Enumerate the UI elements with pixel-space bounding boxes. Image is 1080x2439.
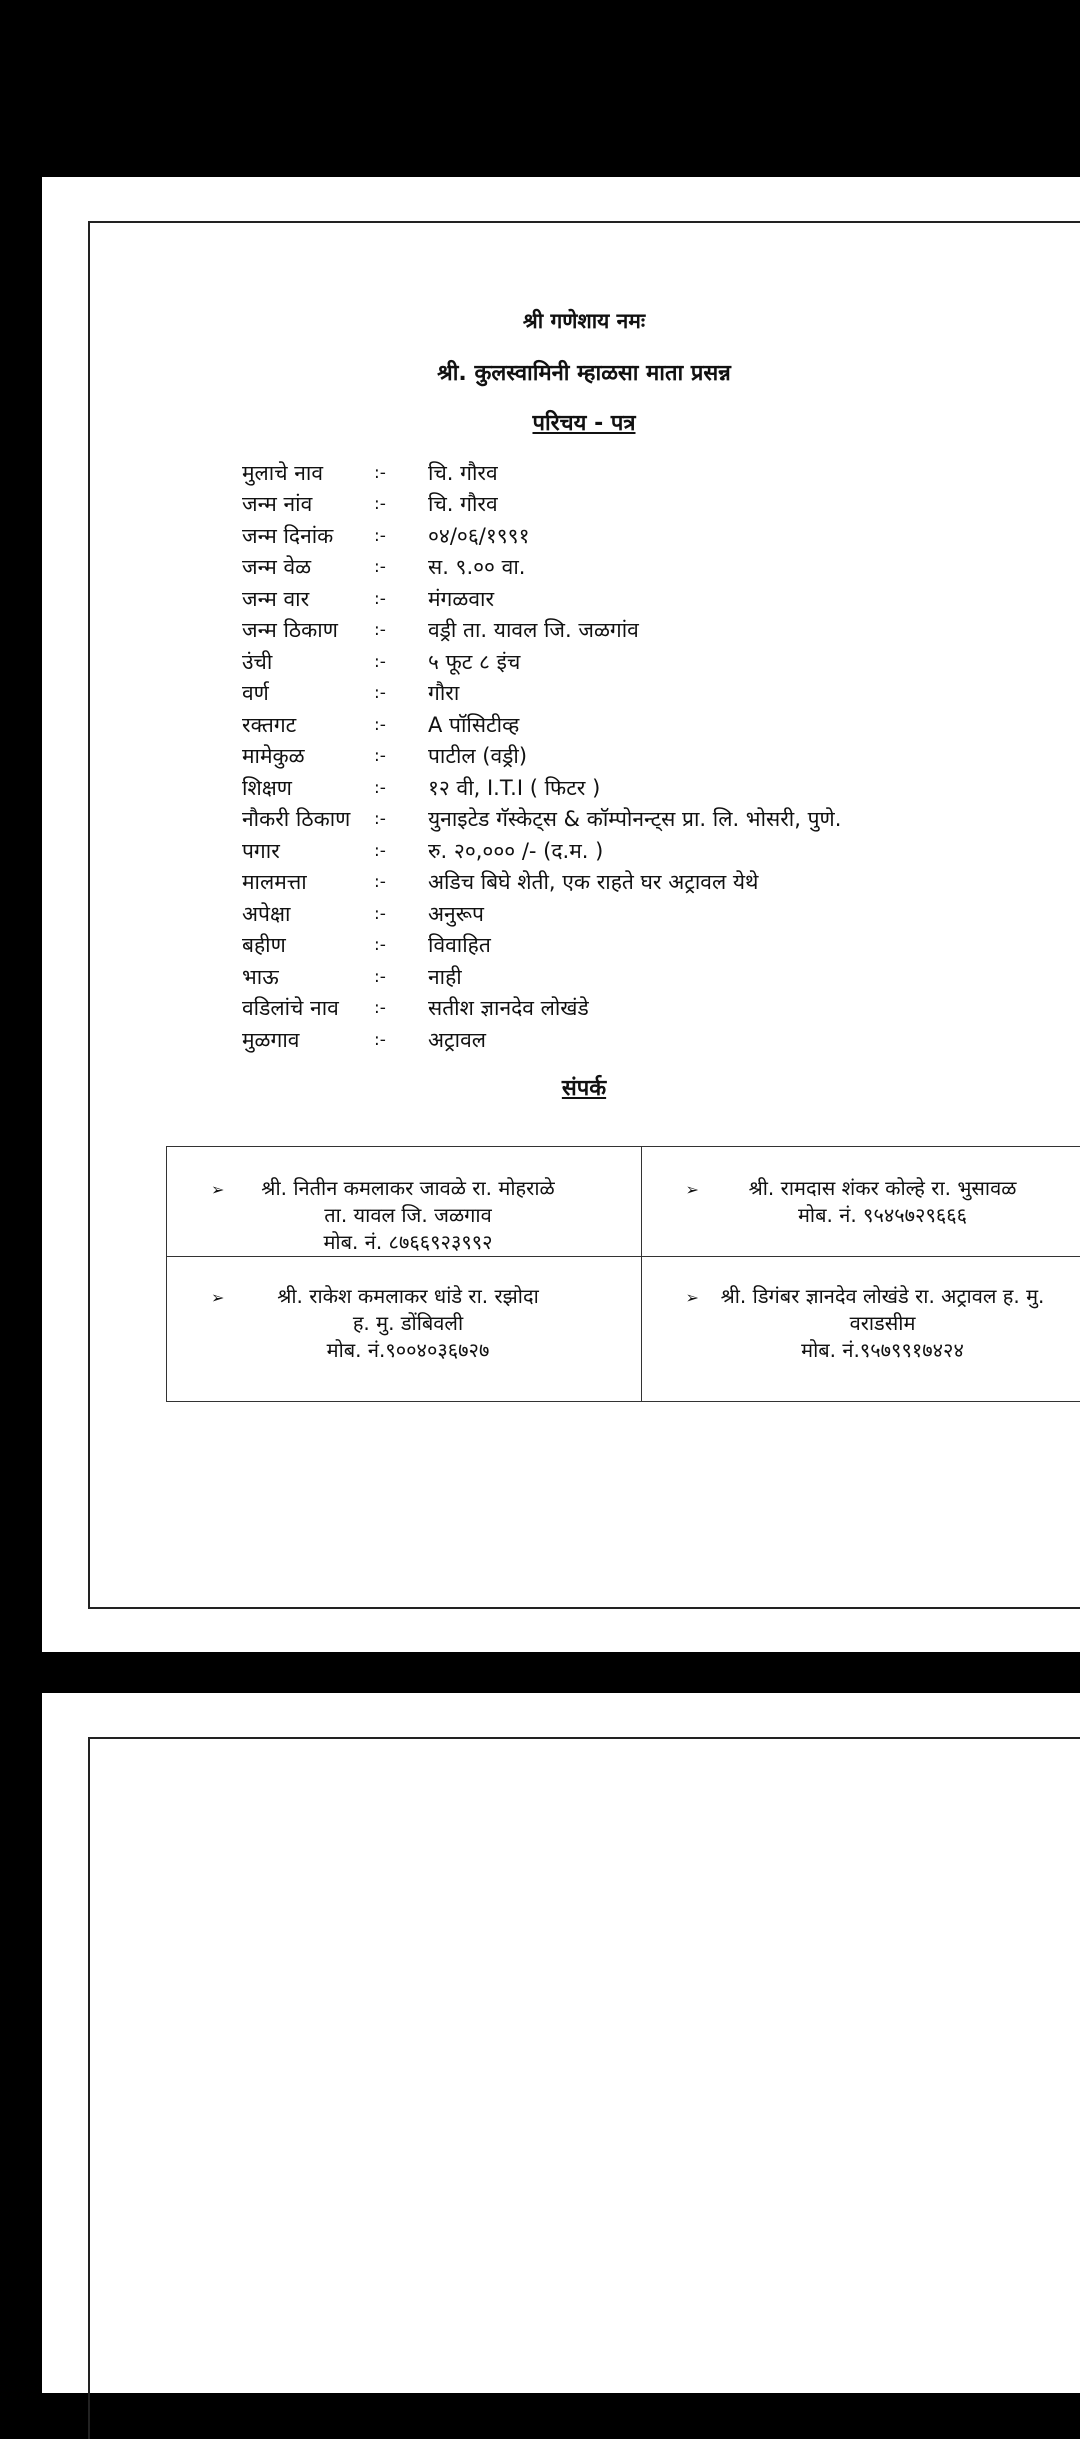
details-list xyxy=(242,457,1042,1056)
detail-value: रु. २०,००० /- (द.म. ) xyxy=(428,837,603,865)
detail-separator: :- xyxy=(374,463,428,483)
contact-phone: मोब. नं.९००४०३६७२७ xyxy=(243,1337,573,1364)
detail-separator: :- xyxy=(374,526,428,546)
contact-name: श्री. डिगंबर ज्ञानदेव लोखंडे रा. अट्रावल ह. मु. xyxy=(718,1283,1048,1310)
detail-label: रक्तगट xyxy=(242,711,374,739)
detail-separator: :- xyxy=(374,809,428,829)
detail-row xyxy=(242,709,1042,741)
document-title: परिचय - पत्र xyxy=(88,407,1080,437)
detail-row xyxy=(242,583,1042,615)
detail-row xyxy=(242,993,1042,1025)
detail-row xyxy=(242,552,1042,584)
detail-label: अपेक्षा xyxy=(242,900,374,928)
detail-value: चि. गौरव xyxy=(428,459,498,487)
detail-separator: :- xyxy=(374,494,428,514)
detail-value: अडिच बिघे शेती, एक राहते घर अट्रावल येथे xyxy=(428,868,758,896)
detail-label: जन्म वार xyxy=(242,585,374,613)
detail-label: वडिलांचे नाव xyxy=(242,994,374,1022)
detail-label: मुळगाव xyxy=(242,1026,374,1054)
document-page-1 xyxy=(42,177,1080,1652)
detail-value: अनुरूप xyxy=(428,900,484,928)
contact-heading: संपर्क xyxy=(88,1072,1080,1102)
detail-label: जन्म वेळ xyxy=(242,553,374,581)
arrow-bullet-icon: ➢ xyxy=(686,1175,718,1229)
table-row xyxy=(167,1147,1080,1257)
detail-separator: :- xyxy=(374,589,428,609)
detail-value: चि. गौरव xyxy=(428,490,498,518)
detail-separator: :- xyxy=(374,652,428,672)
invocation-heading: श्री गणेशाय नमः xyxy=(88,307,1080,335)
detail-label: मालमत्ता xyxy=(242,868,374,896)
detail-separator: :- xyxy=(374,683,428,703)
contact-cell xyxy=(167,1257,642,1402)
detail-row xyxy=(242,678,1042,710)
document-page-2 xyxy=(42,1693,1080,2393)
detail-separator: :- xyxy=(374,778,428,798)
detail-label: जन्म ठिकाण xyxy=(242,616,374,644)
detail-value: नाही xyxy=(428,963,462,991)
detail-row xyxy=(242,1024,1042,1056)
detail-separator: :- xyxy=(374,841,428,861)
detail-label: उंची xyxy=(242,648,374,676)
detail-separator: :- xyxy=(374,998,428,1018)
detail-row xyxy=(242,835,1042,867)
contact-phone: मोब. नं. ८७६६९२३९९२ xyxy=(243,1229,573,1256)
detail-separator: :- xyxy=(374,557,428,577)
detail-row xyxy=(242,457,1042,489)
detail-label: नौकरी ठिकाण xyxy=(242,805,374,833)
contact-cell xyxy=(167,1147,642,1257)
contact-name: श्री. राकेश कमलाकर धांडे रा. रझोदा xyxy=(243,1283,573,1310)
arrow-bullet-icon: ➢ xyxy=(211,1283,243,1364)
detail-value: विवाहित xyxy=(428,931,491,959)
detail-value: पाटील (वड्री) xyxy=(428,742,527,770)
detail-label: मामेकुळ xyxy=(242,742,374,770)
detail-separator: :- xyxy=(374,904,428,924)
detail-row xyxy=(242,646,1042,678)
detail-label: मुलाचे नाव xyxy=(242,459,374,487)
contact-cell xyxy=(641,1147,1080,1257)
detail-value: A पॉसिटीव्ह xyxy=(428,711,519,739)
table-row xyxy=(167,1257,1080,1402)
detail-separator: :- xyxy=(374,1030,428,1050)
arrow-bullet-icon: ➢ xyxy=(686,1283,718,1364)
detail-value: सतीश ज्ञानदेव लोखंडे xyxy=(428,994,589,1022)
detail-label: पगार xyxy=(242,837,374,865)
detail-label: शिक्षण xyxy=(242,774,374,802)
blessing-heading: श्री. कुलस्वामिनी म्हाळसा माता प्रसन्न xyxy=(88,357,1080,387)
detail-value: ०४/०६/१९९१ xyxy=(428,522,530,550)
contact-address: ता. यावल जि. जळगाव xyxy=(243,1202,573,1229)
contact-cell xyxy=(641,1257,1080,1402)
detail-separator: :- xyxy=(374,967,428,987)
detail-value: वड्री ता. यावल जि. जळगांव xyxy=(428,616,639,644)
detail-value: अट्रावल xyxy=(428,1026,486,1054)
detail-separator: :- xyxy=(374,746,428,766)
detail-label: वर्ण xyxy=(242,679,374,707)
detail-value: १२ वी, I.T.I ( फिटर ) xyxy=(428,774,600,802)
detail-row xyxy=(242,930,1042,962)
detail-row xyxy=(242,520,1042,552)
detail-row xyxy=(242,772,1042,804)
detail-label: जन्म नांव xyxy=(242,490,374,518)
detail-separator: :- xyxy=(374,620,428,640)
arrow-bullet-icon: ➢ xyxy=(211,1175,243,1256)
detail-value: मंगळवार xyxy=(428,585,494,613)
detail-value: ५ फूट ८ इंच xyxy=(428,648,520,676)
detail-separator: :- xyxy=(374,715,428,735)
detail-row xyxy=(242,961,1042,993)
detail-row xyxy=(242,489,1042,521)
detail-separator: :- xyxy=(374,872,428,892)
detail-row xyxy=(242,741,1042,773)
detail-label: बहीण xyxy=(242,931,374,959)
contact-phone: मोब. नं.९५७९९१७४२४ xyxy=(718,1337,1048,1364)
detail-row xyxy=(242,867,1042,899)
detail-label: भाऊ xyxy=(242,963,374,991)
contacts-table xyxy=(166,1146,1080,1402)
detail-label: जन्म दिनांक xyxy=(242,522,374,550)
detail-value: युनाइटेड गॅस्केट्स & कॉम्पोनन्ट्स प्रा. लि. भोसरी, पुणे. xyxy=(428,805,841,833)
detail-value: गौरा xyxy=(428,679,459,707)
contact-address: ह. मु. डोंबिवली xyxy=(243,1310,573,1337)
contact-name: श्री. नितीन कमलाकर जावळे रा. मोहराळे xyxy=(243,1175,573,1202)
detail-row xyxy=(242,615,1042,647)
detail-row xyxy=(242,898,1042,930)
detail-value: स. ९.०० वा. xyxy=(428,553,525,581)
page-border xyxy=(88,1737,1080,2439)
contact-name: श्री. रामदास शंकर कोल्हे रा. भुसावळ xyxy=(718,1175,1048,1202)
contact-address: वराडसीम xyxy=(718,1310,1048,1337)
detail-separator: :- xyxy=(374,935,428,955)
detail-row xyxy=(242,804,1042,836)
contact-phone: मोब. नं. ९५४५७२९६६६ xyxy=(718,1202,1048,1229)
